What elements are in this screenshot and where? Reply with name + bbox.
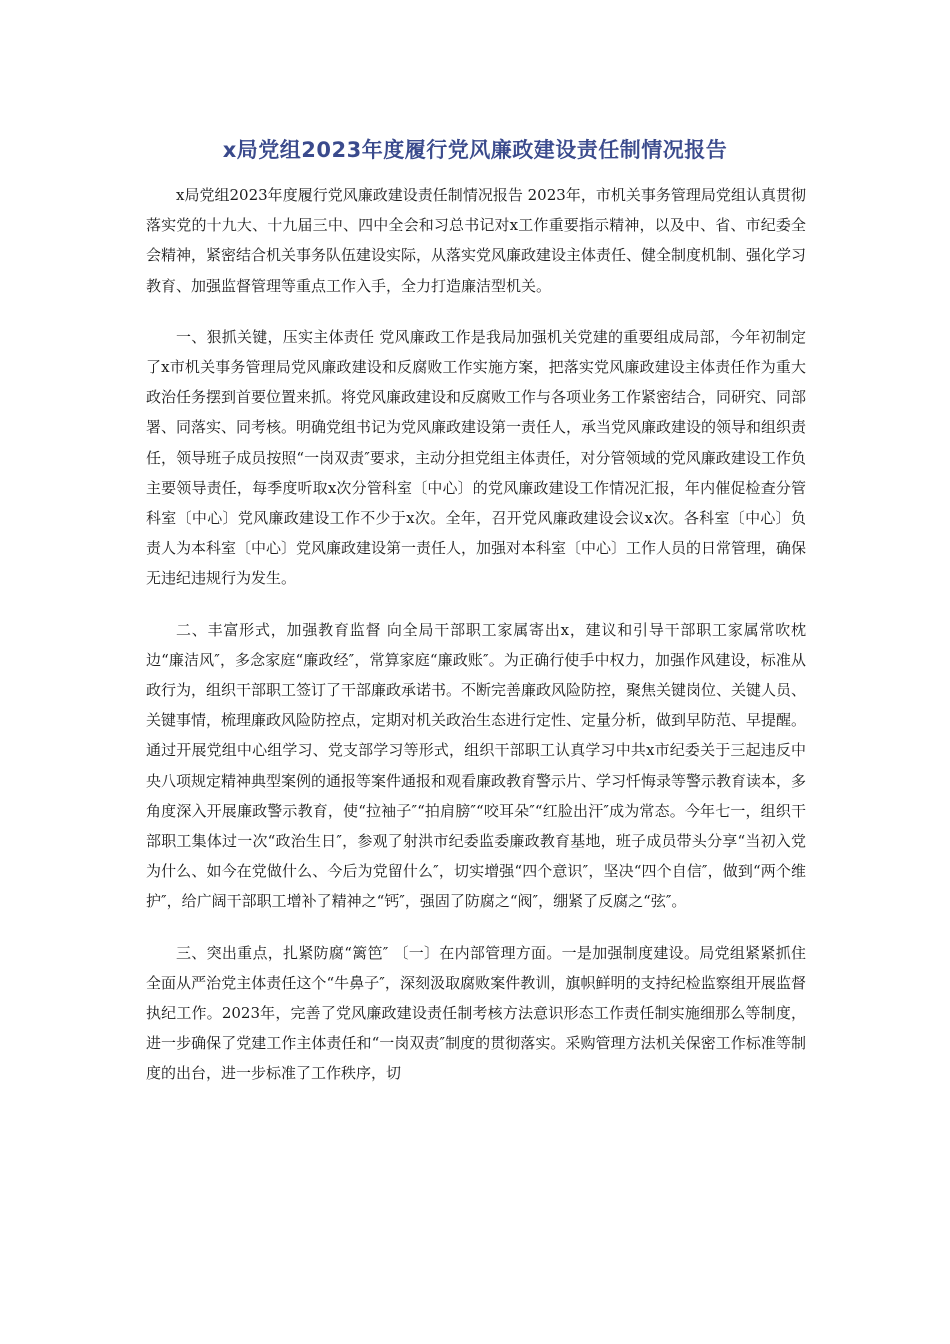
document-body — [146, 180, 806, 1110]
paragraph-intro: x局党组2023年度履行党风廉政建设责任制情况报告 2023年，市机关事务管理局党组认真贯彻落实党的十九大、十九届三中、四中全会和习总书记对x工作重要指示精神，以及中、省、市纪委全会精神，紧密结合机关事务队伍建设实际，从落实党风廉政建设主体责任、健全制度机制、强化学习教育、加强监督管理等重点工作入手，全力打造廉洁型机关。 — [146, 186, 807, 295]
paragraph-section-three: 三、突出重点，扎紧防腐“篱笆″ 〔一〕在内部管理方面。一是加强制度建设。局党组紧紧抓住全面从严治党主体责任这个“牛鼻子″，深刻汲取腐败案件教训，旗帜鲜明的支持纪检监察组开展监督执纪工作。2023年，完善了党风廉政建设责任制考核方法意识形态工作责任制实施细那么等制度，进一步确保了党建工作主体责任和“一岗双责″制度的贯彻落实。采购管理方法机关保密工作标准等制度的出台，进一步标准了工作秩序，切 — [146, 943, 806, 1083]
paragraph-section-one: 一、狠抓关键，压实主体责任 党风廉政工作是我局加强机关党建的重要组成局部，今年初制定了x市机关事务管理局党风廉政建设和反腐败工作实施方案，把落实党风廉政建设主体责任作为重大政治任务摆到首要位置来抓。将党风廉政建设和反腐败工作与各项业务工作紧密结合，同研究、同部署、同落实、同考核。明确党组书记为党风廉政建设第一责任人，承当党风廉政建设的领导和组织责任，领导班子成员按照“一岗双责″要求，主动分担党组主体责任，对分管领域的党风廉政建设工作负主要领导责任，每季度听取x次分管科室〔中心〕的党风廉政建设工作情况汇报，年内催促检查分管科室〔中心〕党风廉政建设工作不少于x次。全年，召开党风廉政建设会议x次。各科室〔中心〕负责人为本科室〔中心〕党风廉政建设第一责任人，加强对本科室〔中心〕工作人员的日常管理，确保无违纪违规行为发生。 — [146, 327, 807, 588]
document-title: x局党组2023年度履行党风廉政建设责任制情况报告 — [222, 138, 728, 162]
paragraph-section-two: 二、丰富形式，加强教育监督 向全局干部职工家属寄出x，建议和引导干部职工家属常吹枕边“廉洁风″，多念家庭“廉政经″，常算家庭“廉政账″。为正确行使手中权力，加强作风建设，标准从政行为，组织干部职工签订了干部廉政承诺书。不断完善廉政风险防控，聚焦关键岗位、关键人员、关键事情，梳理廉政风险防控点，定期对机关政治生态进行定性、定量分析，做到早防范、早提醒。通过开展党组中心组学习、党支部学习等形式，组织干部职工认真学习中共x市纪委关于三起违反中央八项规定精神典型案例的通报等案件通报和观看廉政教育警示片、学习忏悔录等警示教育读本，多角度深入开展廉政警示教育，使“拉袖子″“拍肩膀″“咬耳朵″“红脸出汗″成为常态。今年七一，组织干部职工集体过一次“政治生日″，参观了射洪市纪委监委廉政教育基地，班子成员带头分享“当初入党为什么、如今在党做什么、今后为党留什么″，切实增强“四个意识″，坚决“四个自信″，做到“两个维护″，给广阔干部职工增补了精神之“钙″，强固了防腐之“阀″，绷紧了反腐之“弦″。 — [146, 620, 807, 911]
